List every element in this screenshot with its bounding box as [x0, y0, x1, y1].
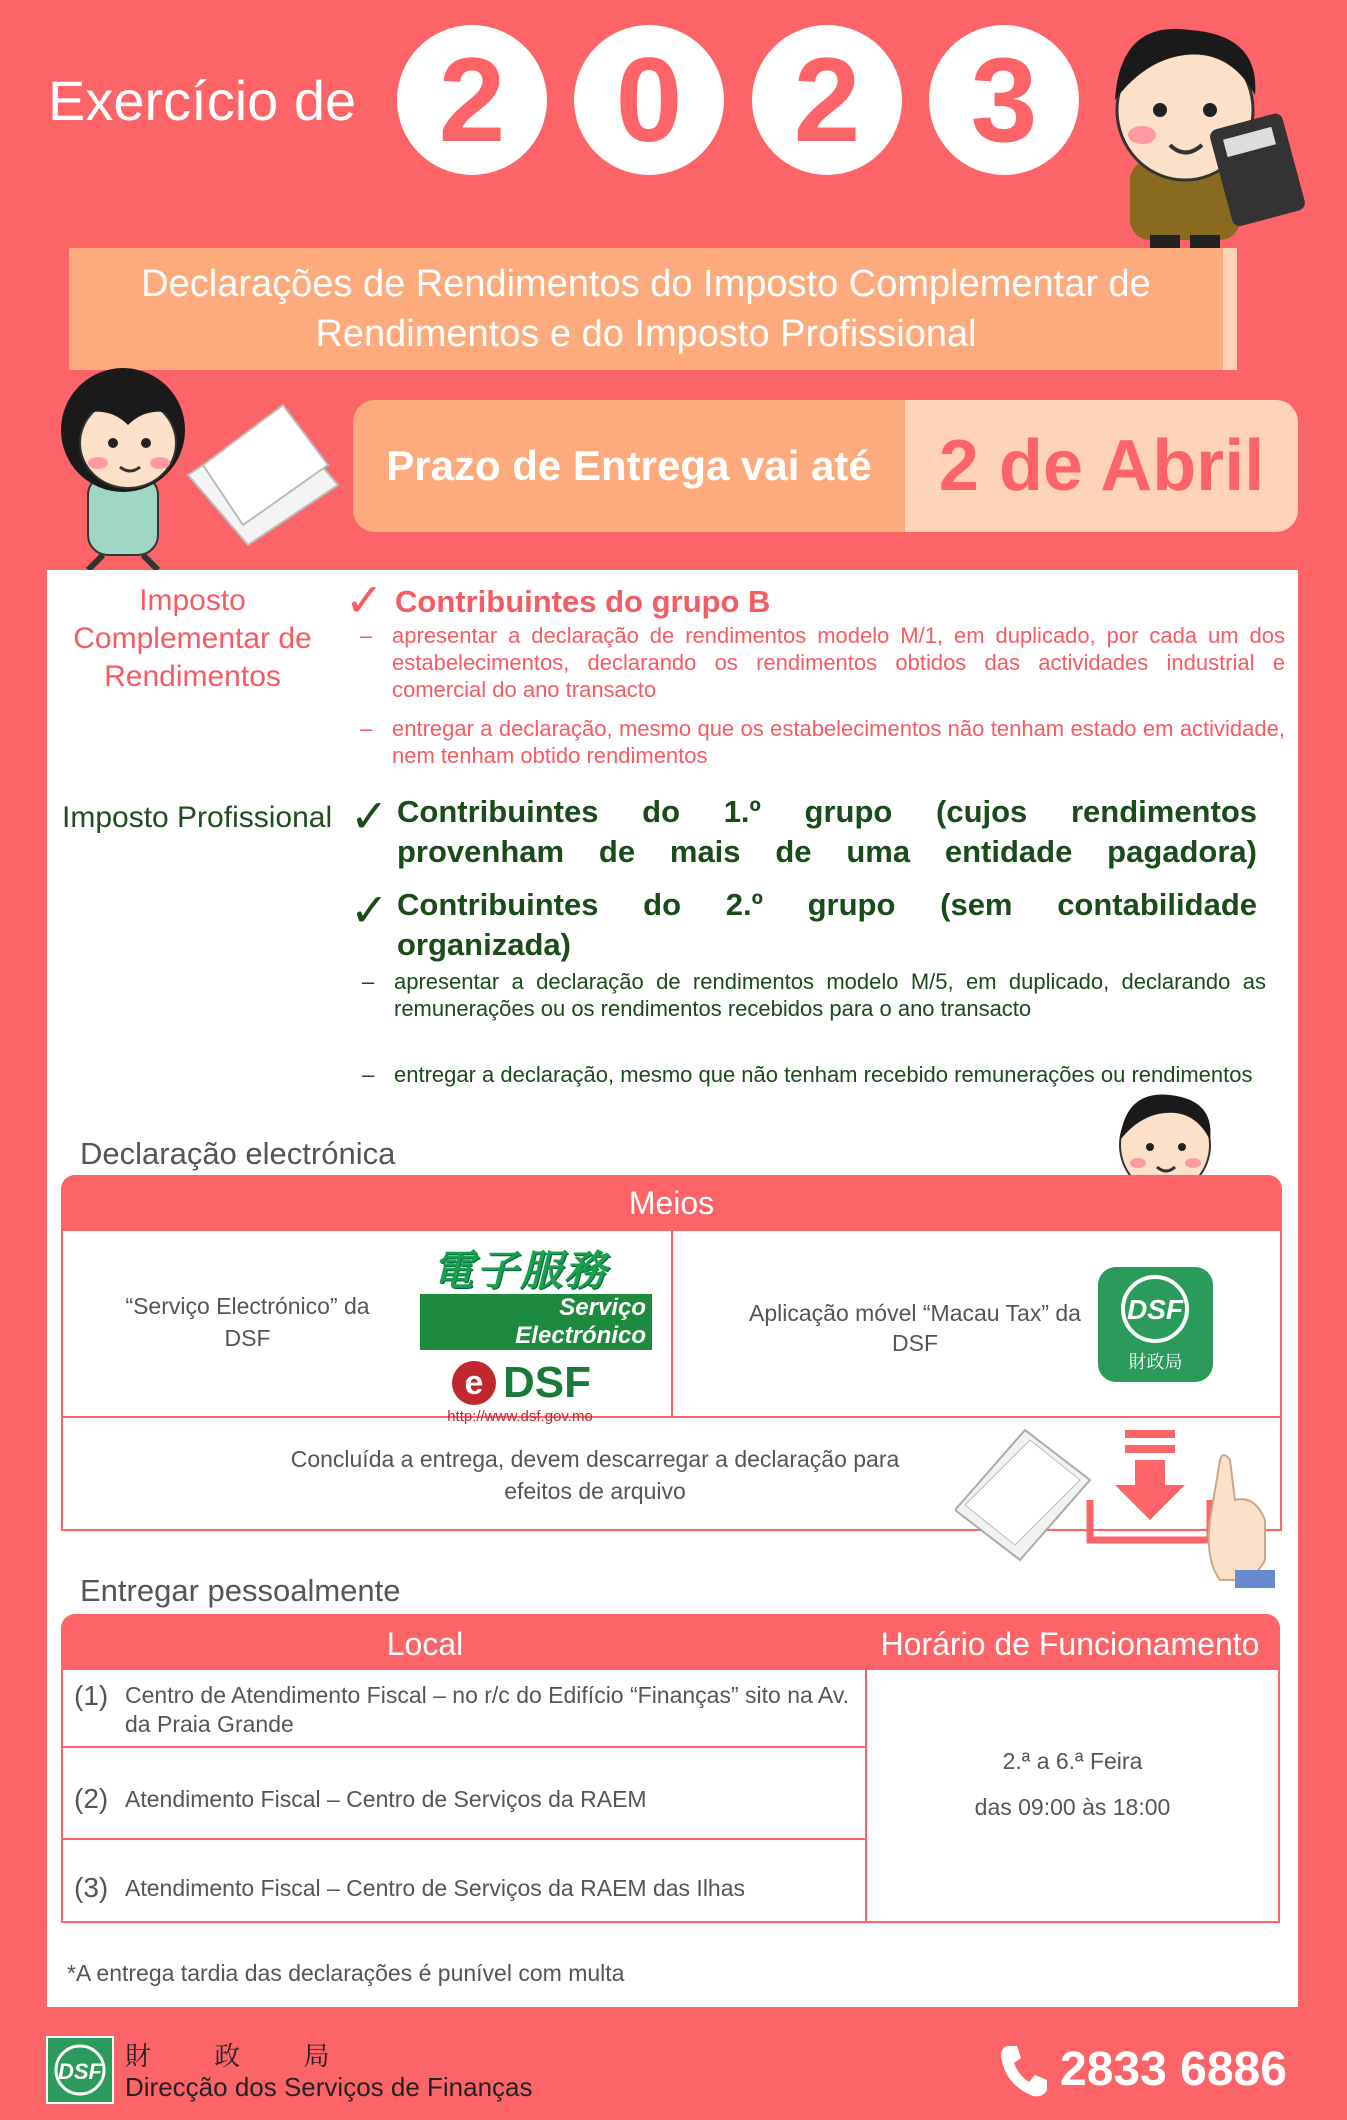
chinese-org-name: 財 政 局	[125, 2041, 358, 2071]
meios-header: Meios	[61, 1175, 1282, 1231]
checkmark-icon: ✓	[350, 790, 389, 842]
logo-chinese-text: 電子服務	[431, 1247, 608, 1294]
subtitle-text: Declarações de Rendimentos do Imposto Complementar de Rendimentos e do Imposto Profissional	[141, 263, 1151, 355]
list-item: – entregar a declaração, mesmo que os estabelecimentos não tenham estado em actividade, nem tenham obtido rendimentos	[360, 716, 1285, 768]
dsf-logo-icon	[45, 2035, 115, 2105]
download-text: Concluída a entrega, devem descarregar a declaração para efeitos de arquivo	[290, 1446, 900, 1504]
list-item: – apresentar a declaração de rendimentos modelo M/1, em duplicado, por cada um dos estabelecimentos, declarando os rendimentos obtidos das actividades industrial e comercial do ano transacto	[360, 623, 1285, 702]
location-number: (1)	[74, 1680, 109, 1711]
org-name: Direcção dos Serviços de Finanças	[125, 2072, 533, 2102]
late-fee-note: *A entrega tardia das declarações é punível com multa	[67, 1960, 625, 1986]
location-text: Atendimento Fiscal – Centro de Serviços da RAEM das Ilhas	[125, 1875, 746, 1901]
electronic-section-title: Declaração electrónica	[80, 1136, 396, 1171]
macau-tax-text: Aplicação móvel “Macau Tax” da DSF	[749, 1300, 1081, 1356]
location-text: Centro de Atendimento Fiscal – no r/c do Edifício “Finanças” sito na Av. da Praia Grande	[125, 1682, 850, 1737]
deadline-date: 2 de Abril	[905, 400, 1298, 532]
phone-number[interactable]: 2833 6886	[1060, 2043, 1287, 2096]
woman-documents-illustration	[28, 355, 358, 575]
local-column-header: Local	[386, 1626, 464, 1662]
dsf-url-link[interactable]: http://www.dsf.gov.mo	[447, 1408, 593, 1425]
man-calculator-illustration	[1090, 10, 1310, 260]
complementar-label: Imposto Complementar de Rendimentos	[73, 584, 312, 693]
location-number: (3)	[74, 1872, 109, 1903]
year-digit: 3	[929, 25, 1079, 175]
logo-dsf-text: DSF	[503, 1358, 591, 1407]
year-digit: 0	[574, 25, 724, 175]
profissional-label: Imposto Profissional	[62, 801, 333, 834]
svg-text:DSF: DSF	[1127, 1294, 1183, 1325]
subtitle-banner	[69, 248, 1237, 370]
list-item: – entregar a declaração, mesmo que não tenham recebido remunerações ou rendimentos	[362, 1062, 1253, 1087]
hours-days: 2.ª a 6.ª Feira	[1002, 1748, 1143, 1774]
download-illustration	[955, 1420, 1285, 1590]
profissional-heading-2: Contribuintes do 2.º grupo (sem contabilidade organizada)	[397, 887, 1257, 962]
hours-time: das 09:00 às 18:00	[974, 1794, 1171, 1820]
hours-column-header: Horário de Funcionamento	[880, 1626, 1260, 1662]
complementar-heading: Contribuintes do grupo B	[395, 584, 771, 619]
checkmark-icon: ✓	[350, 884, 389, 936]
in-person-section-title: Entregar pessoalmente	[80, 1573, 401, 1608]
year-digit: 2	[397, 25, 547, 175]
deadline-label: Prazo de Entrega vai até	[353, 400, 905, 532]
e-icon	[449, 1358, 499, 1408]
dsf-logo-icon	[1098, 1267, 1213, 1347]
dsf-service-text: “Serviço Electrónico” da DSF	[125, 1293, 370, 1351]
list-item: – apresentar a declaração de rendimentos modelo M/5, em duplicado, declarando as remunerações ou os rendimentos recebidos para o ano transacto	[362, 969, 1266, 1021]
svg-text:DSF: DSF	[58, 2059, 102, 2084]
location-text: Atendimento Fiscal – Centro de Serviços da RAEM	[125, 1786, 647, 1812]
location-number: (2)	[74, 1783, 109, 1814]
svg-text:e: e	[464, 1364, 484, 1402]
macau-tax-app-icon[interactable]	[1098, 1267, 1213, 1382]
e-service-logo[interactable]	[380, 1238, 660, 1425]
deadline-banner	[353, 400, 1298, 532]
checkmark-icon: ✓	[345, 574, 384, 626]
title-prefix: Exercício de	[48, 69, 357, 132]
app-icon-chinese: 財政局	[1128, 1352, 1183, 1372]
year-digit: 2	[752, 25, 902, 175]
profissional-heading-1: Contribuintes do 1.º grupo (cujos rendimentos provenham de mais de uma entidade pagadora)	[397, 794, 1257, 869]
logo-portuguese-text: Serviço Electrónico	[420, 1294, 652, 1350]
phone-icon	[995, 2040, 1050, 2100]
